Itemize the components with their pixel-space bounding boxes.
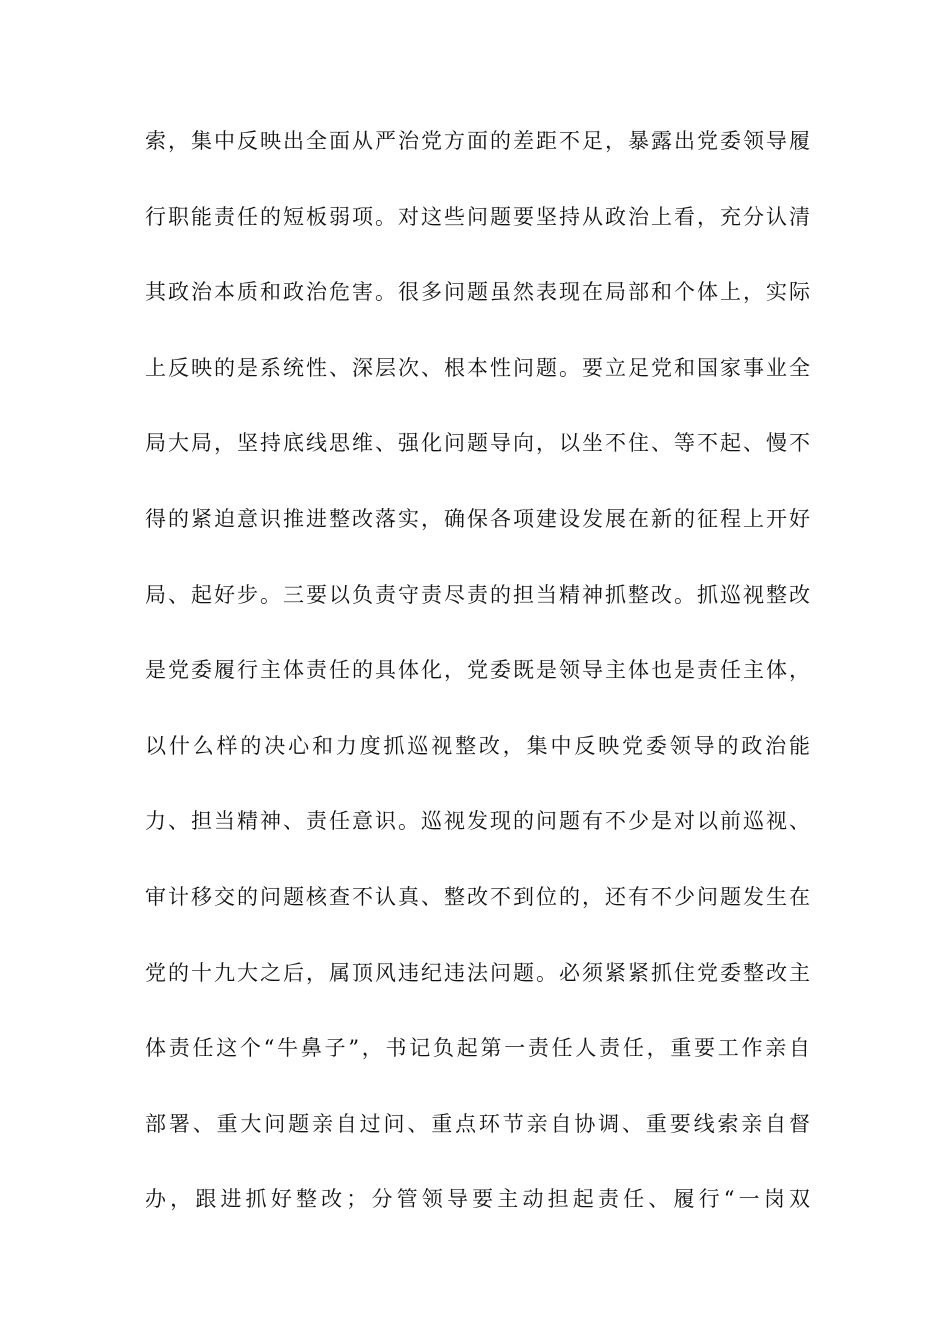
text-line-1: 索，集中反映出全面从严治党方面的差距不足，暴露出党委领导履 bbox=[145, 129, 810, 153]
text-line-4: 上反映的是系统性、深层次、根本性问题。要立足党和国家事业全 bbox=[145, 355, 810, 380]
text-line-14: 部署、重大问题亲自过问、重点环节亲自协调、重要线索亲自督 bbox=[145, 1111, 810, 1136]
text-line-7: 局、起好步。三要以负责守责尽责的担当精神抓整改。抓巡视整改 bbox=[145, 582, 810, 607]
text-line-11: 审计移交的问题核查不认真、整改不到位的，还有不少问题发生在 bbox=[145, 884, 810, 909]
text-line-8: 是党委履行主体责任的具体化，党委既是领导主体也是责任主体， bbox=[145, 658, 810, 683]
text-line-15: 办，跟进抓好整改；分管领导要主动担起责任、履行“一岗双 bbox=[145, 1187, 810, 1212]
text-line-13: 体责任这个“牛鼻子”，书记负起第一责任人责任，重要工作亲自 bbox=[145, 1036, 810, 1061]
text-line-2: 行职能责任的短板弱项。对这些问题要坚持从政治上看，充分认清 bbox=[145, 204, 810, 229]
text-line-6: 得的紧迫意识推进整改落实，确保各项建设发展在新的征程上开好 bbox=[145, 506, 810, 531]
text-line-9: 以什么样的决心和力度抓巡视整改，集中反映党委领导的政治能 bbox=[145, 733, 810, 758]
text-line-12: 党的十九大之后，属顶风违纪违法问题。必须紧紧抓住党委整改主 bbox=[145, 960, 810, 985]
text-line-5: 局大局，坚持底线思维、强化问题导向，以坐不住、等不起、慢不 bbox=[145, 431, 810, 456]
text-line-3: 其政治本质和政治危害。很多问题虽然表现在局部和个体上，实际 bbox=[145, 280, 810, 305]
body-text bbox=[145, 118, 810, 1252]
text-line-10: 力、担当精神、责任意识。巡视发现的问题有不少是对以前巡视、 bbox=[145, 809, 810, 834]
